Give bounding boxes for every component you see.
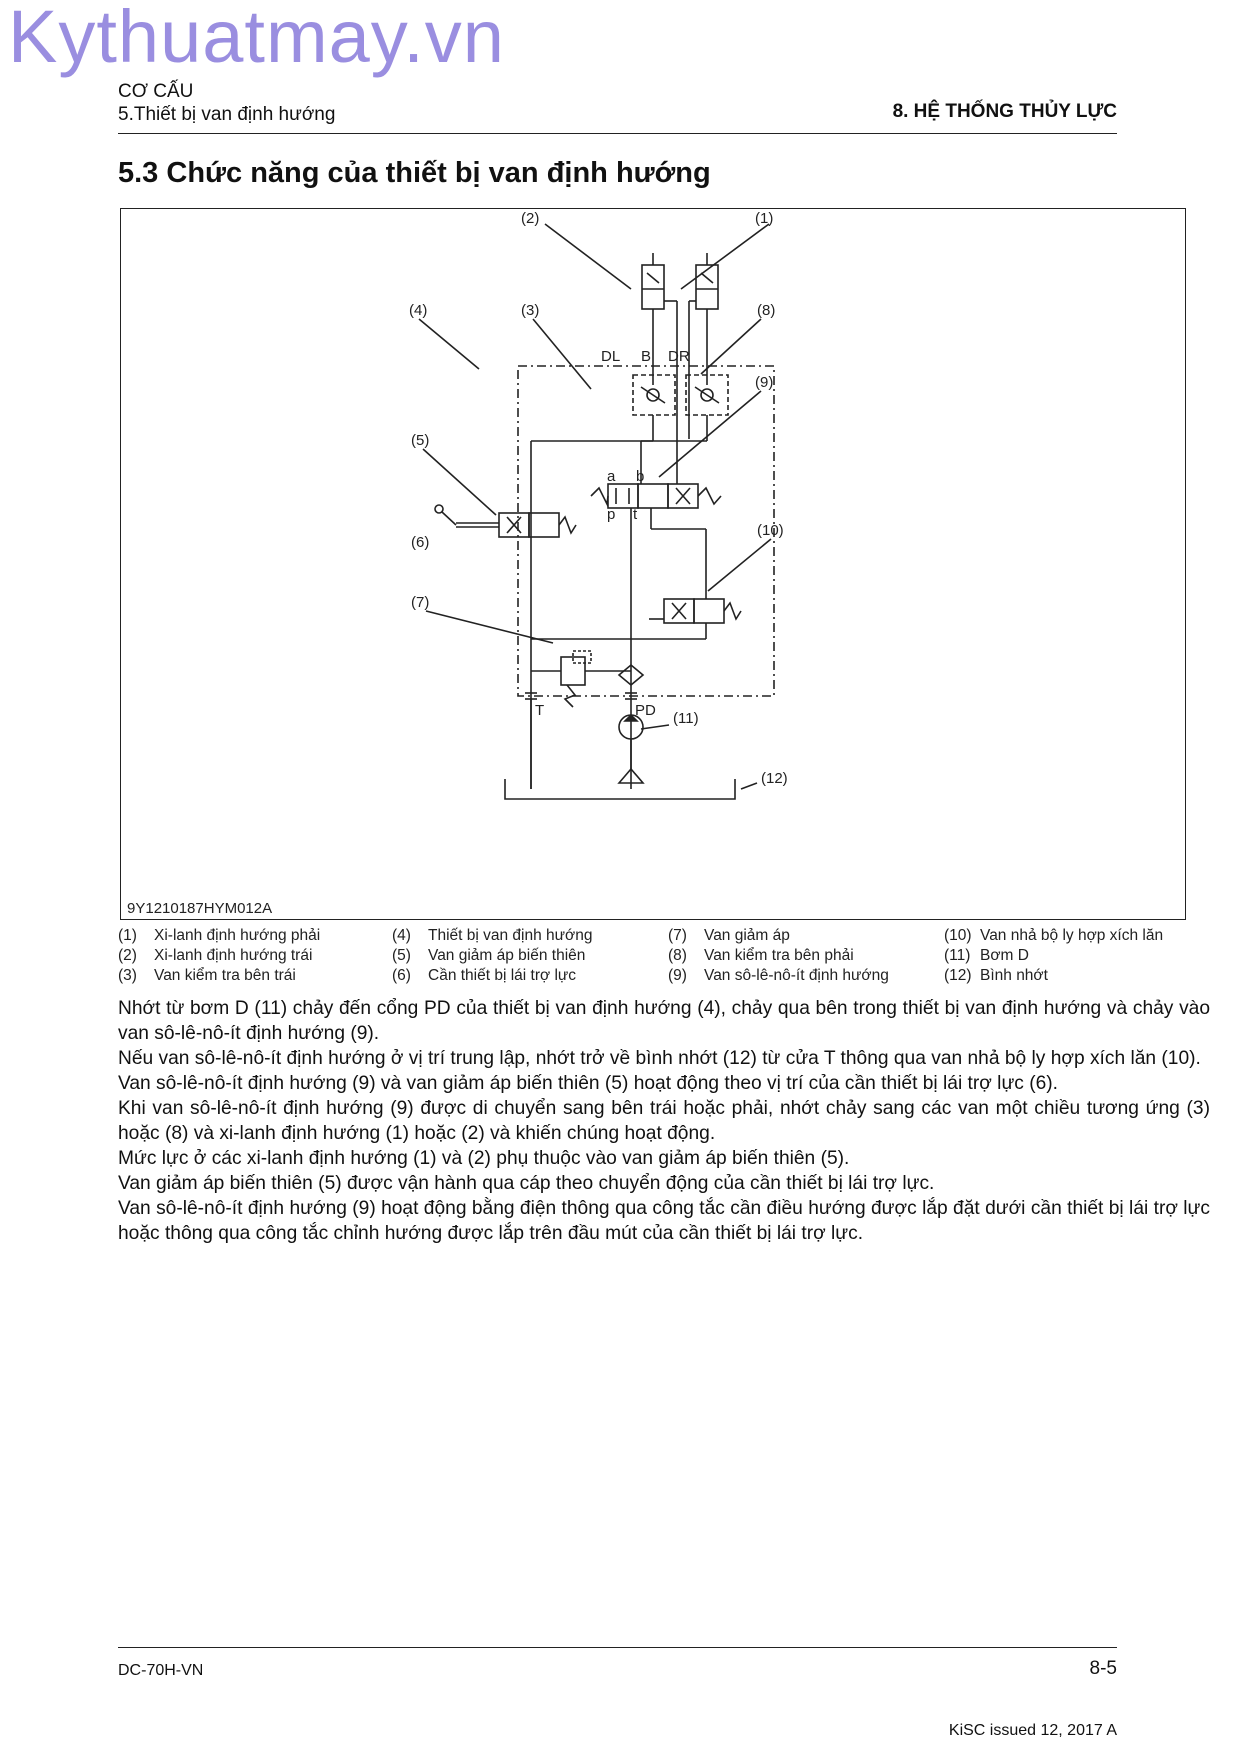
legend-column-1	[118, 926, 320, 986]
callout-1: (1)	[755, 210, 774, 227]
port-dl: DL	[601, 348, 621, 365]
callout-7: (7)	[411, 594, 430, 611]
solenoid-valve-9	[591, 484, 721, 508]
callout-9: (9)	[755, 374, 774, 391]
callout-12: (12)	[761, 770, 788, 787]
legend-item: (4) Thiết bị van định hướng	[392, 927, 593, 944]
hydraulic-diagram	[120, 208, 1186, 920]
port-dr: DR	[668, 348, 690, 365]
paragraph: Mức lực ở các xi-lanh định hướng (1) và (2) phụ thuộc vào van giảm áp biến thiên (5).	[118, 1148, 850, 1169]
port-t: t	[633, 506, 638, 523]
figure-code: 9Y1210187HYM012A	[127, 900, 273, 917]
body-text	[118, 996, 1210, 1246]
callout-2: (2)	[521, 210, 540, 227]
header-system: 8. HỆ THỐNG THỦY LỰC	[892, 101, 1117, 122]
valve-block-outline	[518, 366, 774, 696]
header-breadcrumb	[118, 80, 335, 126]
legend-column-2	[392, 926, 592, 986]
port-b-lower: b	[636, 468, 645, 485]
legend-item: (10) Van nhả bộ ly hợp xích lăn	[944, 927, 1164, 944]
callout-4: (4)	[409, 302, 428, 319]
hydraulic-schematic	[121, 209, 1187, 921]
paragraph: Khi van sô-lê-nô-ít định hướng (9) được di chuyển sang bên trái hoặc phải, nhớt chảy sang các van một chiều tương ứng (3) hoặc (8) và xi-lanh định hướng (1) hoặc (2) và khiến chúng hoạt động.	[118, 1098, 1210, 1144]
callout-10: (10)	[757, 522, 784, 539]
relief-valve-7	[561, 651, 591, 707]
chain-clutch-valve-10	[649, 599, 741, 623]
legend-item: (2) Xi-lanh định hướng trái	[118, 947, 313, 964]
header-section: 5.Thiết bị van định hướng	[118, 104, 336, 125]
legend-item: (9) Van sô-lê-nô-ít định hướng	[668, 967, 889, 984]
port-a: a	[607, 468, 616, 485]
paragraph: Van sô-lê-nô-ít định hướng (9) hoạt động bằng điện thông qua công tắc cần điều hướng được lắp đặt dưới cần thiết bị lái trợ lực hoặc thông qua công tắc chỉnh hướng được lắp trên đầu mút của cần thiết bị lái trợ lực.	[118, 1198, 1210, 1244]
legend-column-3	[668, 926, 889, 986]
paragraph: Nhớt từ bơm D (11) chảy đến cổng PD của thiết bị van định hướng (4), chảy qua bên trong thiết bị van định hướng và chảy vào van sô-lê-nô-ít định hướng (9).	[118, 998, 1210, 1044]
section-title: 5.3 Chức năng của thiết bị van định hướng	[118, 157, 711, 189]
cylinder-left	[642, 253, 664, 309]
cylinder-right	[696, 253, 718, 309]
legend-item: (7) Van giảm áp	[668, 927, 790, 944]
port-p: p	[607, 506, 616, 523]
callout-11: (11)	[673, 710, 699, 727]
page-number: 8-5	[1089, 1658, 1117, 1679]
port-pd: PD	[635, 702, 656, 719]
variable-relief-valve-5	[499, 513, 576, 537]
footer-model: DC-70H-VN	[118, 1662, 204, 1679]
legend-column-4	[944, 926, 1163, 986]
callout-8: (8)	[757, 302, 776, 319]
callout-3: (3)	[521, 302, 540, 319]
legend-item: (5) Van giảm áp biến thiên	[392, 947, 586, 964]
legend-item: (8) Van kiểm tra bên phải	[668, 947, 854, 964]
header-divider	[118, 133, 1117, 134]
callout-6: (6)	[411, 534, 430, 551]
legend-item: (6) Cần thiết bị lái trợ lực	[392, 967, 577, 984]
legend-item: (11) Bơm D	[944, 947, 1029, 964]
footer-issue: KiSC issued 12, 2017 A	[948, 1722, 1117, 1739]
legend-item: (12) Bình nhớt	[944, 967, 1048, 984]
legend-item: (3) Van kiểm tra bên trái	[118, 967, 296, 984]
header-chapter: CƠ CẤU	[118, 81, 194, 102]
paragraph: Nếu van sô-lê-nô-ít định hướng ở vị trí trung lập, nhớt trở về bình nhớt (12) từ cửa T thông qua van nhả bộ ly hợp xích lăn (10).	[118, 1048, 1201, 1069]
watermark: Kythuatmay.vn	[8, 0, 505, 78]
legend-item: (1) Xi-lanh định hướng phải	[118, 927, 321, 944]
port-b: B	[641, 348, 652, 365]
callout-5: (5)	[411, 432, 430, 449]
footer-divider	[118, 1647, 1117, 1648]
paragraph: Van giảm áp biến thiên (5) được vận hành qua cáp theo chuyển động của cần thiết bị lái trợ lực.	[118, 1173, 935, 1194]
port-T: T	[535, 702, 545, 719]
paragraph: Van sô-lê-nô-ít định hướng (9) và van giảm áp biến thiên (5) hoạt động theo vị trí của cần thiết bị lái trợ lực (6).	[118, 1073, 1058, 1094]
